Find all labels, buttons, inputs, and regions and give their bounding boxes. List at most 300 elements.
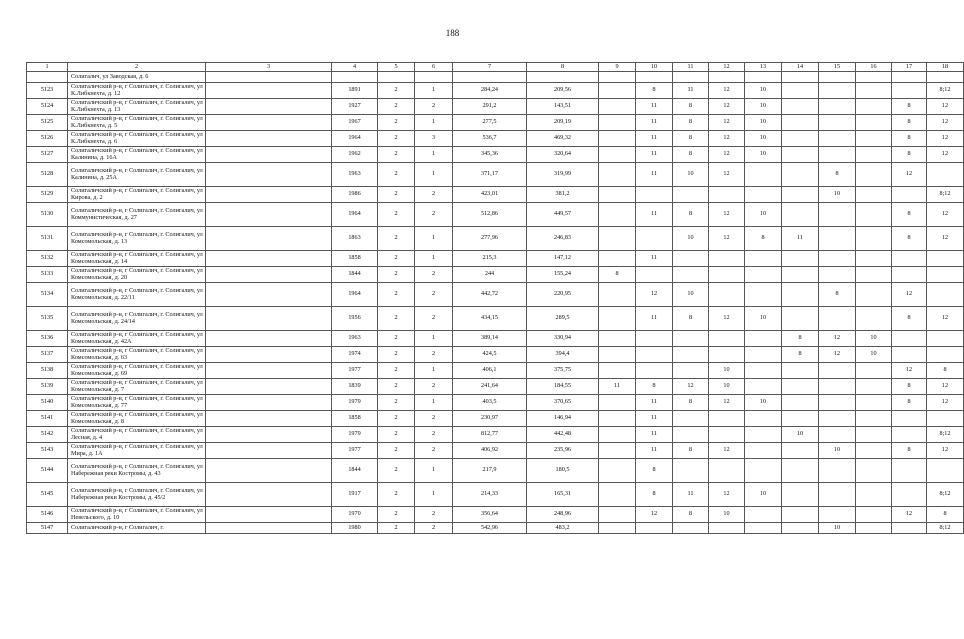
record-id-cell: 5134 <box>27 283 68 307</box>
table-cell: 12 <box>709 131 745 147</box>
table-cell <box>599 163 636 187</box>
table-cell <box>856 307 892 331</box>
record-id-cell <box>27 72 68 83</box>
year-cell: 1962 <box>332 147 378 163</box>
table-cell: 381,2 <box>527 187 599 203</box>
table-cell <box>378 72 415 83</box>
address-cell: Солигаличский р-н, г Солигалич, г. Солигалич, ул Комсомольская, д. 69 <box>68 363 206 379</box>
table-cell: 246,83 <box>527 227 599 251</box>
table-cell <box>782 523 819 534</box>
table-row <box>27 459 964 483</box>
table-cell: 2 <box>378 459 415 483</box>
table-cell: 406,1 <box>453 363 527 379</box>
table-row <box>27 379 964 395</box>
year-cell: 1970 <box>332 507 378 523</box>
table-cell <box>819 99 856 115</box>
table-cell: 2 <box>415 347 453 363</box>
record-id-cell: 5137 <box>27 347 68 363</box>
year-cell: 1927 <box>332 99 378 115</box>
table-cell: 8 <box>782 331 819 347</box>
table-cell <box>599 331 636 347</box>
table-cell: 10 <box>709 379 745 395</box>
table-cell: 2 <box>378 363 415 379</box>
record-id-cell: 5125 <box>27 115 68 131</box>
table-row <box>27 347 964 363</box>
table-cell <box>673 427 709 443</box>
table-cell <box>673 251 709 267</box>
table-cell <box>745 411 782 427</box>
address-cell: Солигаличский р-н, г Солигалич, г. Солигалич, ул Калинина, д. 16А <box>68 147 206 163</box>
year-cell: 1956 <box>332 307 378 331</box>
table-cell: 2 <box>415 267 453 283</box>
address-cell: Солигаличский р-н, г Солигалич, г. <box>68 523 206 534</box>
address-cell: Солигаличский р-н, г Солигалич, г. Солигалич, ул Комсомольская, д. 42А <box>68 331 206 347</box>
table-cell: 8 <box>673 203 709 227</box>
table-cell: 483,2 <box>527 523 599 534</box>
address-cell: Солигаличский р-н, г Солигалич, г. Солигалич, ул Комсомольская, д. 7 <box>68 379 206 395</box>
table-cell <box>782 283 819 307</box>
table-cell: 2 <box>415 443 453 459</box>
table-cell <box>782 395 819 411</box>
record-id-cell: 5123 <box>27 83 68 99</box>
table-cell <box>206 443 332 459</box>
year-cell: 1974 <box>332 347 378 363</box>
table-cell: 8 <box>892 203 927 227</box>
table-cell <box>709 523 745 534</box>
table-cell: 8 <box>927 363 964 379</box>
table-cell <box>856 427 892 443</box>
record-id-cell: 5140 <box>27 395 68 411</box>
table-cell: 10 <box>819 523 856 534</box>
table-cell <box>599 131 636 147</box>
table-cell <box>927 163 964 187</box>
table-cell <box>782 363 819 379</box>
table-cell: 11 <box>636 147 673 163</box>
table-cell <box>927 331 964 347</box>
table-cell <box>709 347 745 363</box>
table-cell: 12 <box>636 507 673 523</box>
table-cell: 8 <box>892 379 927 395</box>
table-cell: 8 <box>782 347 819 363</box>
table-cell: 235,96 <box>527 443 599 459</box>
table-cell <box>709 459 745 483</box>
year-cell: 1963 <box>332 331 378 347</box>
table-cell <box>673 363 709 379</box>
table-cell: 8 <box>673 131 709 147</box>
column-number-15: 15 <box>819 63 856 72</box>
table-cell <box>599 363 636 379</box>
table-cell: 11 <box>673 83 709 99</box>
year-cell: 1917 <box>332 483 378 507</box>
table-cell <box>599 347 636 363</box>
table-cell: 2 <box>378 147 415 163</box>
year-cell: 1977 <box>332 363 378 379</box>
table-cell: 143,51 <box>527 99 599 115</box>
table-cell <box>856 251 892 267</box>
table-cell: 2 <box>378 99 415 115</box>
table-row <box>27 307 964 331</box>
table-cell: 424,5 <box>453 347 527 363</box>
table-cell <box>206 459 332 483</box>
column-number-1: 1 <box>27 63 68 72</box>
table-cell <box>206 147 332 163</box>
table-row <box>27 83 964 99</box>
registry-table <box>26 62 964 534</box>
table-cell <box>856 267 892 283</box>
table-cell <box>745 267 782 283</box>
table-cell <box>856 459 892 483</box>
table-cell: 11 <box>636 115 673 131</box>
table-cell: 2 <box>415 187 453 203</box>
table-cell: 2 <box>378 163 415 187</box>
table-cell <box>892 331 927 347</box>
table-cell: 11 <box>636 99 673 115</box>
table-cell: 10 <box>673 227 709 251</box>
table-cell: 11 <box>599 379 636 395</box>
table-cell: 8;12 <box>927 523 964 534</box>
table-cell: 2 <box>378 331 415 347</box>
table-cell <box>819 131 856 147</box>
year-cell: 1964 <box>332 131 378 147</box>
table-cell: 209,19 <box>527 115 599 131</box>
table-cell <box>927 347 964 363</box>
table-cell: 2 <box>415 507 453 523</box>
table-cell: 10 <box>745 395 782 411</box>
table-cell: 8 <box>636 483 673 507</box>
table-row <box>27 115 964 131</box>
table-cell <box>782 115 819 131</box>
table-cell: 469,32 <box>527 131 599 147</box>
table-row <box>27 227 964 251</box>
table-cell <box>745 72 782 83</box>
table-cell <box>206 99 332 115</box>
table-cell <box>856 99 892 115</box>
column-number-8: 8 <box>527 63 599 72</box>
table-cell <box>673 267 709 283</box>
table-cell <box>892 523 927 534</box>
table-cell: 12 <box>892 507 927 523</box>
address-cell: Солигаличский р-н, г Солигалич, г. Солигалич, ул Комсомольская, д. 22/11 <box>68 283 206 307</box>
record-id-cell: 5124 <box>27 99 68 115</box>
address-cell: Солигаличский р-н, г Солигалич, г. Солигалич, ул Кирова, д. 2 <box>68 187 206 203</box>
address-cell: Солигалич, ул Заводская, д. 6 <box>68 72 206 83</box>
table-cell: 10 <box>709 363 745 379</box>
table-cell <box>206 227 332 251</box>
table-cell <box>673 347 709 363</box>
table-cell: 2 <box>378 427 415 443</box>
table-cell: 8 <box>892 131 927 147</box>
table-cell <box>206 72 332 83</box>
table-cell <box>819 203 856 227</box>
table-cell: 8 <box>673 99 709 115</box>
table-row <box>27 187 964 203</box>
address-cell: Солигаличский р-н, г Солигалич, г. Солигалич, ул Лесная, д. 4 <box>68 427 206 443</box>
table-cell: 165,31 <box>527 483 599 507</box>
address-cell: Солигаличский р-н, г Солигалич, г. Солигалич, ул К.Либкнехта, д. 13 <box>68 99 206 115</box>
table-cell <box>206 307 332 331</box>
table-cell: 8 <box>819 163 856 187</box>
table-cell <box>745 459 782 483</box>
table-cell: 11 <box>673 483 709 507</box>
table-cell <box>206 251 332 267</box>
record-id-cell: 5126 <box>27 131 68 147</box>
table-cell: 2 <box>378 507 415 523</box>
table-cell <box>709 427 745 443</box>
table-cell <box>206 427 332 443</box>
record-id-cell: 5133 <box>27 267 68 283</box>
column-number-5: 5 <box>378 63 415 72</box>
table-cell <box>782 507 819 523</box>
record-id-cell: 5136 <box>27 331 68 347</box>
column-number-14: 14 <box>782 63 819 72</box>
table-cell: 10 <box>745 203 782 227</box>
table-cell <box>892 72 927 83</box>
record-id-cell: 5147 <box>27 523 68 534</box>
table-cell: 542,96 <box>453 523 527 534</box>
table-cell <box>709 72 745 83</box>
table-cell <box>819 459 856 483</box>
table-cell <box>745 507 782 523</box>
column-number-17: 17 <box>892 63 927 72</box>
table-cell: 1 <box>415 83 453 99</box>
table-cell: 11 <box>636 411 673 427</box>
table-cell <box>709 331 745 347</box>
table-cell: 8 <box>892 227 927 251</box>
table-cell <box>709 411 745 427</box>
table-cell: 12 <box>892 363 927 379</box>
table-cell <box>673 411 709 427</box>
table-cell: 2 <box>415 427 453 443</box>
table-cell <box>856 483 892 507</box>
table-cell <box>856 443 892 459</box>
table-cell: 8 <box>673 443 709 459</box>
table-cell <box>927 411 964 427</box>
table-row <box>27 331 964 347</box>
table-cell <box>636 347 673 363</box>
table-cell: 8 <box>673 507 709 523</box>
table-cell: 812,77 <box>453 427 527 443</box>
table-cell: 12 <box>709 395 745 411</box>
table-cell <box>819 227 856 251</box>
table-cell: 11 <box>636 203 673 227</box>
table-cell: 12 <box>709 483 745 507</box>
table-cell: 220,95 <box>527 283 599 307</box>
record-id-cell: 5135 <box>27 307 68 331</box>
table-cell <box>636 331 673 347</box>
table-cell <box>636 363 673 379</box>
table-cell <box>673 523 709 534</box>
table-cell: 370,65 <box>527 395 599 411</box>
table-cell <box>782 267 819 283</box>
table-cell <box>819 507 856 523</box>
table-cell: 8 <box>892 443 927 459</box>
table-cell <box>636 227 673 251</box>
table-cell <box>206 379 332 395</box>
table-cell <box>206 507 332 523</box>
table-cell <box>599 227 636 251</box>
table-cell <box>599 283 636 307</box>
table-cell: 403,5 <box>453 395 527 411</box>
address-cell: Солигаличский р-н, г Солигалич, г. Солигалич, ул К.Либкнехта, д. 6 <box>68 131 206 147</box>
table-cell: 12 <box>927 443 964 459</box>
year-cell: 1986 <box>332 187 378 203</box>
table-cell <box>782 307 819 331</box>
address-cell: Солигаличский р-н, г Солигалич, г. Солигалич, ул К.Либкнехта, д. 12 <box>68 83 206 99</box>
table-cell <box>206 283 332 307</box>
address-cell: Солигаличский р-н, г Солигалич, г. Солигалич, ул Набережная реки Костромы, д. 45/2 <box>68 483 206 507</box>
table-cell: 10 <box>673 283 709 307</box>
table-cell: 12 <box>709 203 745 227</box>
table-cell <box>709 283 745 307</box>
table-cell: 2 <box>378 283 415 307</box>
table-cell <box>782 411 819 427</box>
table-cell: 12 <box>709 147 745 163</box>
table-cell: 146,94 <box>527 411 599 427</box>
table-cell: 8;12 <box>927 187 964 203</box>
year-cell: 1979 <box>332 395 378 411</box>
table-row <box>27 203 964 227</box>
address-cell: Солигаличский р-н, г Солигалич, г. Солигалич, ул Невельского, д. 10 <box>68 507 206 523</box>
table-cell: 10 <box>745 483 782 507</box>
table-cell: 10 <box>819 187 856 203</box>
year-cell: 1979 <box>332 427 378 443</box>
table-cell: 12 <box>927 99 964 115</box>
table-cell: 8 <box>636 83 673 99</box>
table-cell: 8 <box>892 115 927 131</box>
table-row <box>27 427 964 443</box>
table-cell: 8 <box>599 267 636 283</box>
year-cell: 1891 <box>332 83 378 99</box>
table-cell <box>927 459 964 483</box>
table-cell: 1 <box>415 251 453 267</box>
year-cell: 1964 <box>332 203 378 227</box>
page-number: 188 <box>445 28 460 38</box>
year-cell <box>332 72 378 83</box>
table-cell: 8 <box>673 115 709 131</box>
table-cell: 11 <box>636 395 673 411</box>
table-cell: 12 <box>819 331 856 347</box>
table-cell: 12 <box>636 283 673 307</box>
table-cell <box>636 72 673 83</box>
year-cell: 1858 <box>332 251 378 267</box>
table-cell <box>856 227 892 251</box>
table-cell: 8 <box>636 379 673 395</box>
table-cell <box>819 83 856 99</box>
table-cell: 155,24 <box>527 267 599 283</box>
address-cell: Солигаличский р-н, г Солигалич, г. Солигалич, ул Комсомольская, д. 8 <box>68 411 206 427</box>
table-cell <box>819 411 856 427</box>
table-cell: 10 <box>856 331 892 347</box>
table-cell: 3 <box>415 131 453 147</box>
table-cell <box>673 72 709 83</box>
table-cell: 442,72 <box>453 283 527 307</box>
record-id-cell: 5138 <box>27 363 68 379</box>
table-cell <box>782 187 819 203</box>
table-cell <box>892 483 927 507</box>
table-cell <box>856 131 892 147</box>
table-cell <box>892 267 927 283</box>
table-cell: 8 <box>892 395 927 411</box>
table-cell: 11 <box>636 251 673 267</box>
address-cell: Солигаличский р-н, г Солигалич, г. Солигалич, ул Комсомольская, д. 14 <box>68 251 206 267</box>
table-cell <box>782 131 819 147</box>
table-cell <box>927 267 964 283</box>
table-cell: 12 <box>819 347 856 363</box>
table-cell: 10 <box>819 443 856 459</box>
table-cell <box>206 363 332 379</box>
table-cell: 2 <box>378 347 415 363</box>
table-cell: 8 <box>927 507 964 523</box>
table-cell <box>782 83 819 99</box>
record-id-cell: 5129 <box>27 187 68 203</box>
table-cell <box>819 395 856 411</box>
table-cell <box>599 459 636 483</box>
table-cell <box>819 307 856 331</box>
table-cell <box>745 523 782 534</box>
table-cell: 2 <box>378 267 415 283</box>
year-cell: 1844 <box>332 459 378 483</box>
table-cell: 423,01 <box>453 187 527 203</box>
address-cell: Солигаличский р-н, г Солигалич, г. Солигалич, ул Комсомольская, д. 77 <box>68 395 206 411</box>
table-cell: 8 <box>745 227 782 251</box>
table-cell: 11 <box>636 163 673 187</box>
table-cell <box>782 379 819 395</box>
table-cell <box>819 427 856 443</box>
table-cell <box>745 427 782 443</box>
table-cell <box>599 187 636 203</box>
table-cell: 434,15 <box>453 307 527 331</box>
table-cell: 147,12 <box>527 251 599 267</box>
table-cell: 1 <box>415 459 453 483</box>
table-cell: 1 <box>415 227 453 251</box>
table-row <box>27 411 964 427</box>
table-cell: 2 <box>415 203 453 227</box>
table-cell <box>745 363 782 379</box>
table-cell <box>206 187 332 203</box>
table-cell: 320,64 <box>527 147 599 163</box>
table-cell: 209,56 <box>527 83 599 99</box>
table-cell: 2 <box>378 131 415 147</box>
table-cell: 12 <box>709 83 745 99</box>
table-row <box>27 443 964 459</box>
column-number-4: 4 <box>332 63 378 72</box>
table-cell: 2 <box>415 523 453 534</box>
table-cell: 289,5 <box>527 307 599 331</box>
column-number-10: 10 <box>636 63 673 72</box>
table-cell: 371,17 <box>453 163 527 187</box>
table-cell: 284,24 <box>453 83 527 99</box>
table-cell: 12 <box>927 307 964 331</box>
record-id-cell: 5131 <box>27 227 68 251</box>
table-cell <box>206 411 332 427</box>
table-cell: 11 <box>636 131 673 147</box>
table-cell: 2 <box>378 187 415 203</box>
table-cell <box>599 99 636 115</box>
table-cell: 10 <box>673 163 709 187</box>
table-cell: 389,14 <box>453 331 527 347</box>
table-row <box>27 163 964 187</box>
table-cell: 12 <box>709 443 745 459</box>
table-row <box>27 507 964 523</box>
column-number-16: 16 <box>856 63 892 72</box>
table-cell: 277,5 <box>453 115 527 131</box>
table-cell <box>599 427 636 443</box>
address-cell: Солигаличский р-н, г Солигалич, г. Солигалич, ул Набережная реки Костромы, д. 43 <box>68 459 206 483</box>
table-cell <box>892 347 927 363</box>
table-cell <box>745 251 782 267</box>
table-cell <box>892 251 927 267</box>
table-cell: 442,48 <box>527 427 599 443</box>
